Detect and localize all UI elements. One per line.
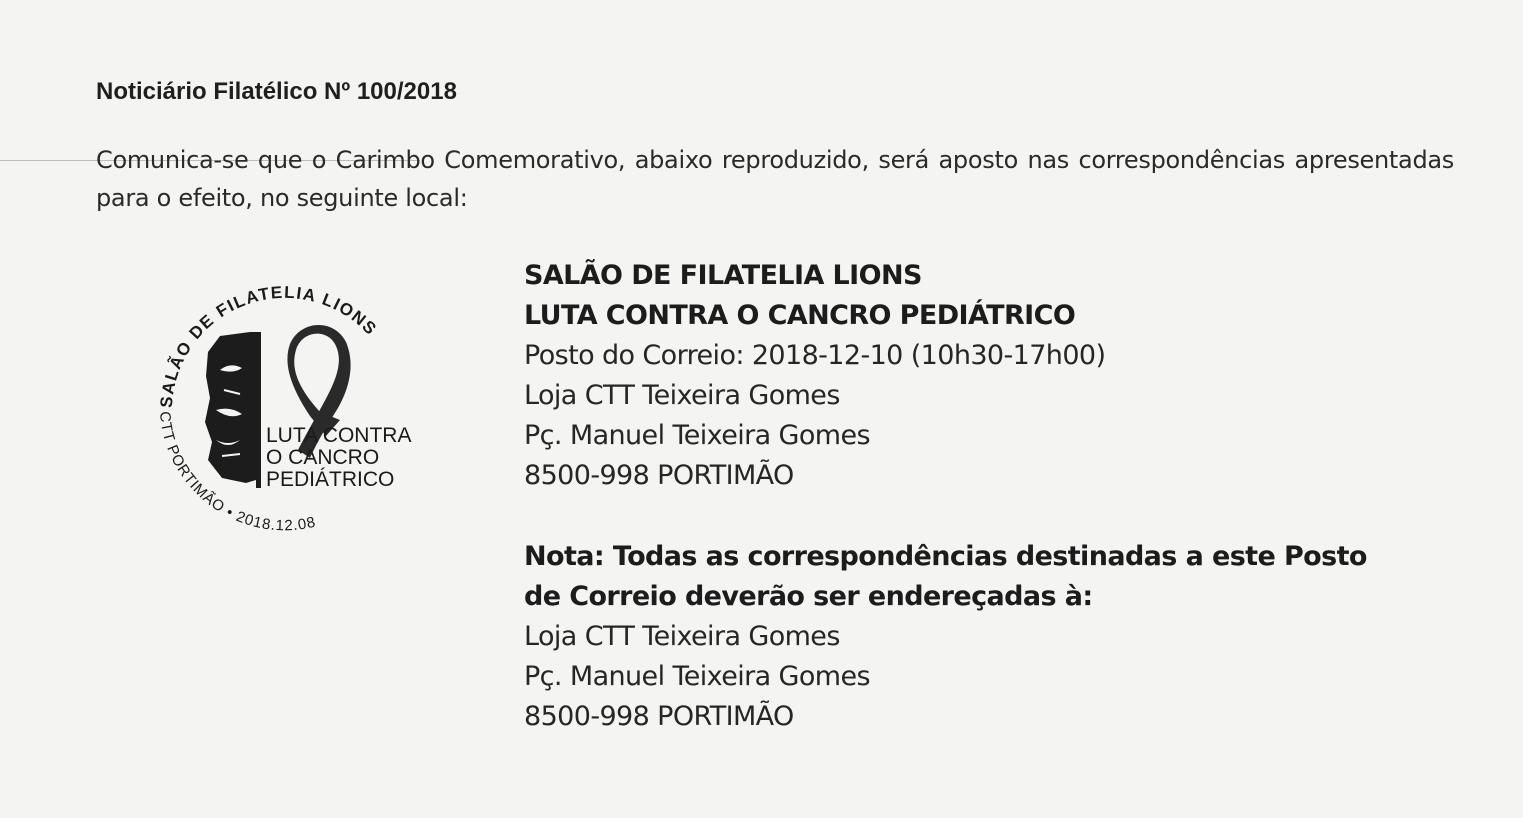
event-shop: Loja CTT Teixeira Gomes (524, 380, 840, 411)
postmark-text-line-2: O CANCRO (266, 446, 380, 469)
note-street: Pç. Manuel Teixeira Gomes (524, 661, 870, 692)
note-city: 8500-998 PORTIMÃO (524, 701, 794, 732)
event-post-office: Posto do Correio: 2018-12-10 (10h30-17h00) (524, 340, 1106, 371)
event-title-2: LUTA CONTRA O CANCRO PEDIÁTRICO (524, 300, 1076, 331)
event-title-1: SALÃO DE FILATELIA LIONS (524, 260, 922, 291)
postmark-text-line-3: PEDIÁTRICO (266, 468, 395, 491)
event-city: 8500-998 PORTIMÃO (524, 460, 794, 491)
commemorative-postmark (150, 280, 420, 550)
postmark-top-arc-text: SALÃO DE FILATELIA LIONS (156, 282, 381, 409)
notice-intro: Comunica-se que o Carimbo Comemorativo, abaixo reproduzido, será aposto nas correspondências apresentadas para o efeito, no seguinte local: (96, 146, 1454, 212)
lion-head-icon (205, 332, 256, 483)
notice-heading: Noticiário Filatélico Nº 100/2018 (96, 78, 457, 105)
postmark-bottom-arc-text: CTT PORTIMÃO • 2018.12.08 (155, 410, 318, 535)
event-details (524, 256, 1367, 737)
note-line-1: Nota: Todas as correspondências destinadas a este Posto (524, 541, 1367, 572)
note-shop: Loja CTT Teixeira Gomes (524, 621, 840, 652)
note-line-2: de Correio deverão ser endereçadas à: (524, 581, 1093, 612)
postmark-divider-bar (256, 332, 261, 488)
postmark-text-line-1: LUTA CONTRA (266, 424, 412, 447)
event-street: Pç. Manuel Teixeira Gomes (524, 420, 870, 451)
